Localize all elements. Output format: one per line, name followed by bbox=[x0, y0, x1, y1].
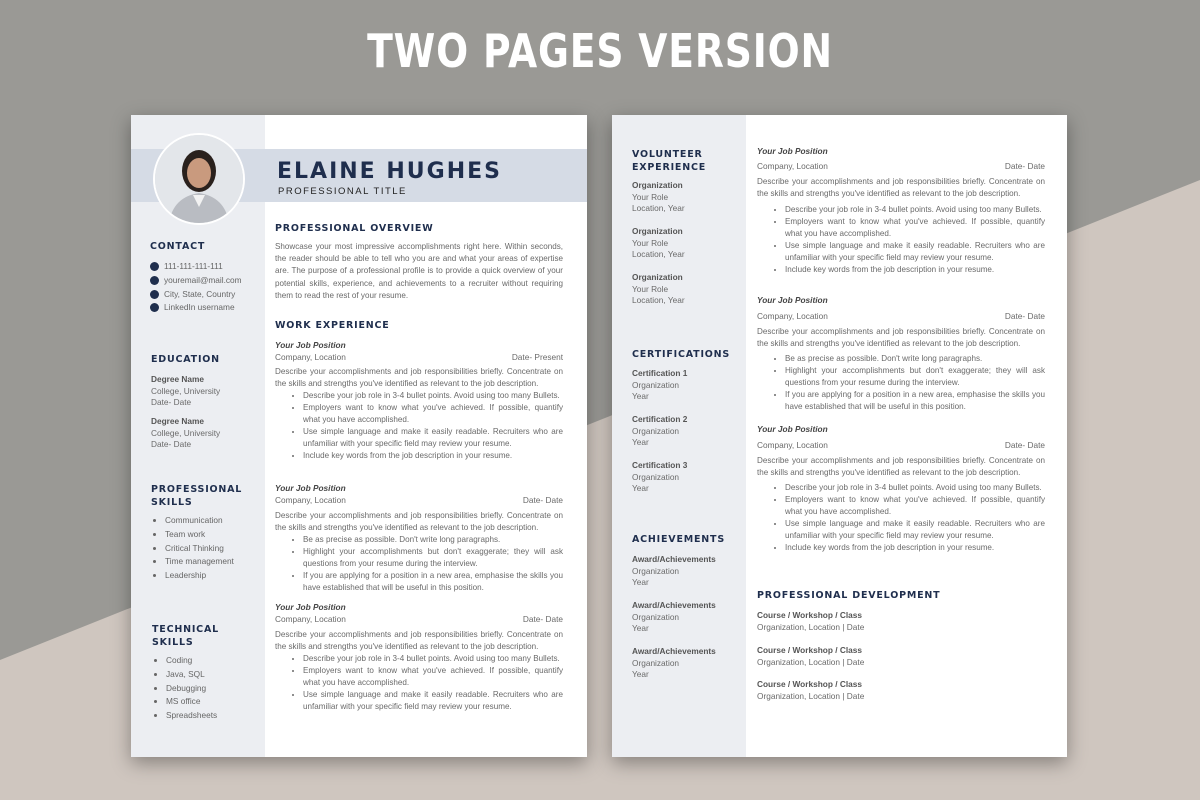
volunteer-heading: VOLUNTEER EXPERIENCE bbox=[632, 149, 707, 173]
job-company-row: Company, Location Date- Date bbox=[757, 161, 1045, 171]
job-position: Your Job Position bbox=[757, 146, 828, 156]
job-bullets: • Be as precise as possible. Don't write long paragraphs. • Highlight your accomplishments but don't exaggerate; they will ask questions from your resume during the interview. • If you are applying for a position in a new area, emphasise the skills you have established that will be useful in this position. bbox=[275, 534, 563, 594]
job-description: Describe your accomplishments and job responsibilities briefly. Concentrate on the skills and strengths you've identified as relevant to the job description. bbox=[757, 327, 1045, 349]
location-icon bbox=[150, 290, 159, 299]
job-bullets: • Describe your job role in 3-4 bullet points. Avoid using too many Bullets. • Employers want to know what you've achieved. If possible, quantify what you have accomplished. • Use simple language and make it easily readable. Recruiters who are unfamiliar with your specific field may review your resume. bbox=[275, 653, 563, 713]
certification-entry: Certification 3 Organization Year bbox=[632, 460, 688, 494]
job-company-row: Company, Location Date- Date bbox=[275, 614, 563, 624]
achievement-entry: Award/Achievements Organization Year bbox=[632, 600, 716, 634]
job-company-row: Company, Location Date- Date bbox=[275, 495, 563, 505]
professional-skills-list: • Communication • Team work • Critical Thinking • Time management • Leadership bbox=[150, 514, 234, 583]
overview-text: Showcase your most impressive accomplishments right here. Within seconds, the reader should be able to tell who you are and what your areas of expertise are. The purpose of a professional profile is to provide a quick overview of your potential skills, experience, and achievements to a recruiter without requiring them to read the rest of your resume. bbox=[275, 242, 563, 300]
job-description: Describe your accomplishments and job responsibilities briefly. Concentrate on the skills and strengths you've identified as relevant to the job description. bbox=[275, 630, 563, 652]
professional-skills-heading: PROFESSIONAL SKILLS bbox=[151, 484, 243, 508]
development-entry: Course / Workshop / Class Organization, Location | Date bbox=[757, 610, 865, 632]
professional-title: PROFESSIONAL TITLE bbox=[278, 186, 407, 197]
achievements-heading: ACHIEVEMENTS bbox=[632, 534, 725, 545]
education-heading: EDUCATION bbox=[151, 354, 220, 365]
job-bullets: • Describe your job role in 3-4 bullet points. Avoid using too many Bullets. • Employers want to know what you've achieved. If possible, quantify what you have accomplished. • Use simple language and make it easily readable. Recruiters who are unfamiliar with your specific field may review your resume. • Include key words from the job description in your resume. bbox=[275, 390, 563, 463]
phone-icon bbox=[150, 262, 159, 271]
volunteer-entry: Organization Your Role Location, Year bbox=[632, 272, 685, 306]
candidate-name: ELAINE HUGHES bbox=[277, 159, 502, 184]
job-description: Describe your accomplishments and job responsibilities briefly. Concentrate on the skills and strengths you've identified as relevant to the job description. bbox=[275, 367, 563, 389]
certifications-heading: CERTIFICATIONS bbox=[632, 349, 731, 360]
contact-phone: 111-111-111-111 bbox=[150, 261, 223, 271]
work-experience-heading: WORK EXPERIENCE bbox=[275, 320, 390, 331]
job-position: Your Job Position bbox=[757, 424, 828, 434]
resume-page-2 bbox=[612, 115, 1067, 757]
certification-entry: Certification 2 Organization Year bbox=[632, 414, 688, 448]
contact-location: City, State, Country bbox=[150, 289, 235, 299]
contact-email: youremail@mail.com bbox=[150, 275, 242, 285]
technical-skills-list: • Coding • Java, SQL • Debugging • MS office • Spreadsheets bbox=[151, 654, 217, 723]
development-entry: Course / Workshop / Class Organization, Location | Date bbox=[757, 679, 865, 701]
certification-entry: Certification 1 Organization Year bbox=[632, 368, 688, 402]
headline: TWO PAGES VERSION bbox=[367, 24, 833, 78]
job-description: Describe your accomplishments and job responsibilities briefly. Concentrate on the skills and strengths you've identified as relevant to the job description. bbox=[757, 177, 1045, 199]
job-company-row: Company, Location Date- Date bbox=[757, 440, 1045, 450]
professional-development-heading: PROFESSIONAL DEVELOPMENT bbox=[757, 590, 941, 601]
job-position: Your Job Position bbox=[275, 483, 346, 493]
technical-skills-heading: TECHNICAL SKILLS bbox=[152, 624, 219, 648]
job-position: Your Job Position bbox=[275, 340, 346, 350]
contact-heading: CONTACT bbox=[150, 241, 206, 252]
linkedin-icon bbox=[150, 303, 159, 312]
achievement-entry: Award/Achievements Organization Year bbox=[632, 554, 716, 588]
job-position: Your Job Position bbox=[757, 295, 828, 305]
job-description: Describe your accomplishments and job responsibilities briefly. Concentrate on the skills and strengths you've identified as relevant to the job description. bbox=[275, 511, 563, 533]
overview-heading: PROFESSIONAL OVERVIEW bbox=[275, 223, 434, 234]
email-icon bbox=[150, 276, 159, 285]
contact-linkedin: LinkedIn username bbox=[150, 302, 235, 312]
education-entry: Degree Name College, University Date- Date bbox=[151, 416, 221, 450]
job-description: Describe your accomplishments and job responsibilities briefly. Concentrate on the skills and strengths you've identified as relevant to the job description. bbox=[757, 456, 1045, 478]
job-bullets: • Be as precise as possible. Don't write long paragraphs. • Highlight your accomplishments but don't exaggerate; they will ask questions from your resume during the interview. • If you are applying for a position in a new area, emphasise the skills you have established that will be useful in this position. bbox=[757, 353, 1045, 413]
job-company-row: Company, Location Date- Date bbox=[757, 311, 1045, 321]
profile-photo bbox=[153, 133, 245, 225]
job-bullets: • Describe your job role in 3-4 bullet points. Avoid using too many Bullets. • Employers want to know what you've achieved. If possible, quantify what you have accomplished. • Use simple language and make it easily readable. Recruiters who are unfamiliar with your specific field may review your resume. • Include key words from the job description in your resume. bbox=[757, 204, 1045, 277]
job-bullets: • Describe your job role in 3-4 bullet points. Avoid using too many Bullets. • Employers want to know what you've achieved. If possible, quantify what you have accomplished. • Use simple language and make it easily readable. Recruiters who are unfamiliar with your specific field may review your resume. • Include key words from the job description in your resume. bbox=[757, 482, 1045, 555]
achievement-entry: Award/Achievements Organization Year bbox=[632, 646, 716, 680]
education-entry: Degree Name College, University Date- Date bbox=[151, 374, 221, 408]
resume-page-1 bbox=[131, 115, 587, 757]
volunteer-entry: Organization Your Role Location, Year bbox=[632, 226, 685, 260]
development-entry: Course / Workshop / Class Organization, Location | Date bbox=[757, 645, 865, 667]
volunteer-entry: Organization Your Role Location, Year bbox=[632, 180, 685, 214]
job-position: Your Job Position bbox=[275, 602, 346, 612]
job-company-row: Company, Location Date- Present bbox=[275, 352, 563, 362]
